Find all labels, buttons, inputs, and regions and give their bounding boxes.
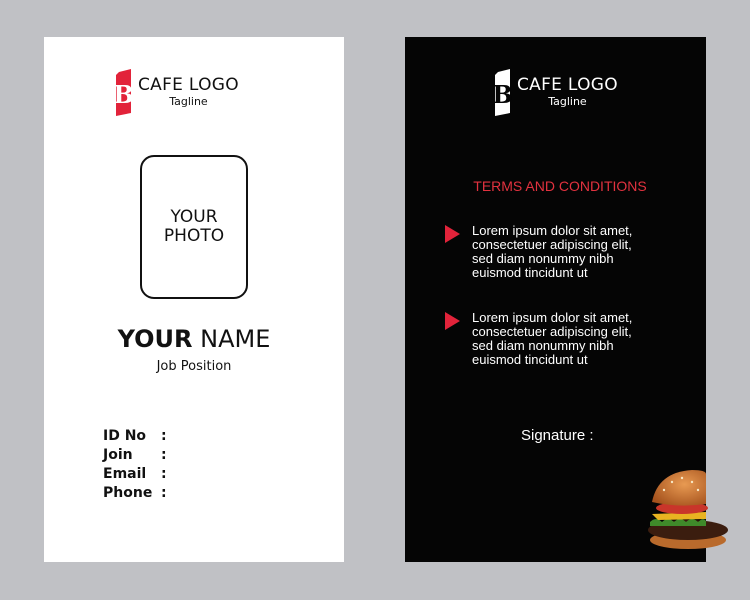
term-text: Lorem ipsum dolor sit amet, consectetuer adipiscing elit, sed diam nonummy nibh euismod tincidunt ut xyxy=(472,310,633,367)
id-card-back xyxy=(405,37,706,562)
photo-label: YOUR PHOTO xyxy=(163,207,225,246)
info-fields xyxy=(103,426,167,502)
name-rest: NAME xyxy=(200,325,271,353)
burger-photo xyxy=(648,452,706,562)
logo-name: CAFE LOGO xyxy=(517,75,618,95)
field-email xyxy=(103,464,167,483)
logo-b-mark xyxy=(492,69,513,116)
term-item xyxy=(445,311,695,367)
bullet-triangle-icon xyxy=(445,225,460,243)
cafe-logo xyxy=(492,69,618,116)
bullet-triangle-icon xyxy=(445,312,460,330)
logo-b-mark xyxy=(113,69,134,116)
field-phone xyxy=(103,483,167,502)
logo-tagline: Tagline xyxy=(169,95,208,108)
name-bold: YOUR xyxy=(117,325,193,353)
cafe-logo xyxy=(113,69,239,116)
field-colon: : xyxy=(161,446,167,463)
holder-name xyxy=(44,325,344,353)
id-card-front xyxy=(44,37,344,562)
term-item xyxy=(445,224,695,280)
svg-text:B: B xyxy=(492,80,513,109)
field-join xyxy=(103,445,167,464)
field-colon: : xyxy=(161,427,167,444)
photo-placeholder xyxy=(140,155,248,299)
svg-text:B: B xyxy=(113,80,134,109)
signature-label: Signature : xyxy=(521,427,594,444)
field-label: Join xyxy=(103,446,133,463)
logo-tagline: Tagline xyxy=(548,95,587,108)
field-colon: : xyxy=(161,484,167,501)
job-position: Job Position xyxy=(156,359,232,374)
field-label: Email xyxy=(103,465,147,482)
term-text: Lorem ipsum dolor sit amet, consectetuer adipiscing elit, sed diam nonummy nibh euismod tincidunt ut xyxy=(472,223,633,280)
field-label: Phone xyxy=(103,484,153,501)
logo-name: CAFE LOGO xyxy=(138,75,239,95)
field-label: ID No xyxy=(103,427,147,444)
terms-title: TERMS AND CONDITIONS xyxy=(473,178,647,194)
field-id xyxy=(103,426,167,445)
field-colon: : xyxy=(161,465,167,482)
